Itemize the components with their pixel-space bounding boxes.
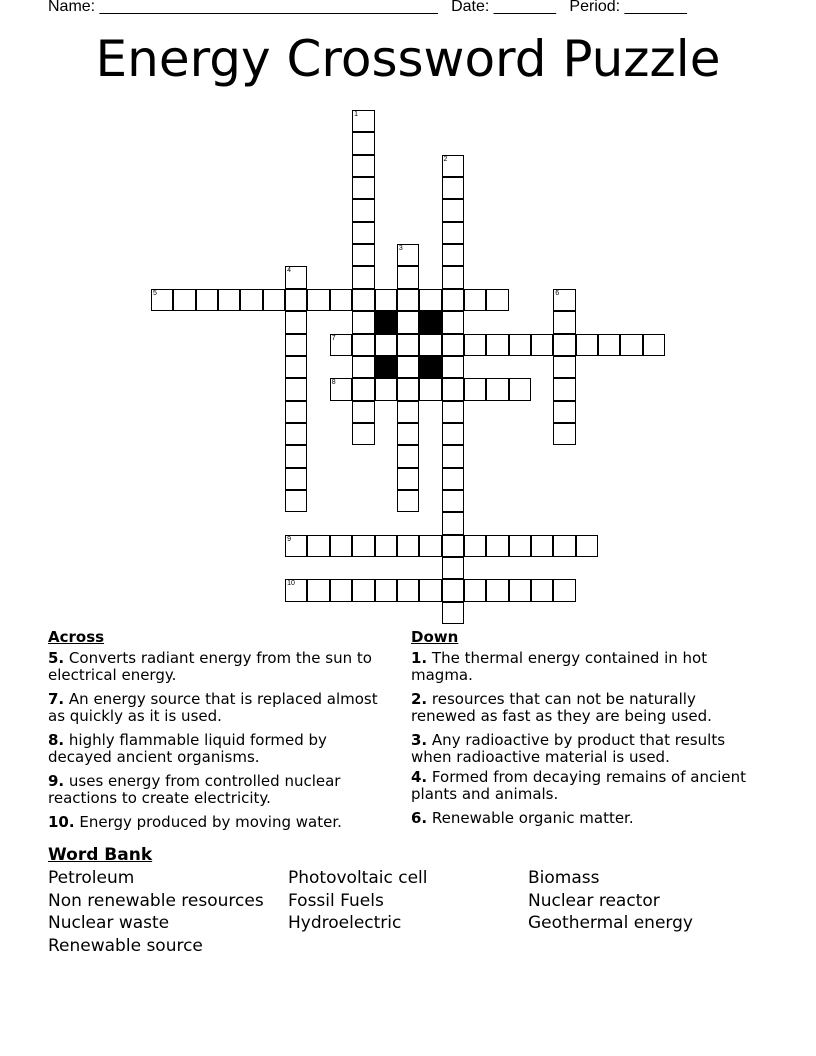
crossword-cell[interactable] bbox=[330, 535, 352, 557]
clue-number: 3 bbox=[398, 245, 403, 253]
crossword-cell[interactable] bbox=[576, 334, 598, 356]
crossword-block bbox=[375, 311, 397, 333]
crossword-cell[interactable] bbox=[553, 356, 575, 378]
crossword-cell[interactable] bbox=[330, 289, 352, 311]
crossword-cell[interactable] bbox=[285, 311, 307, 333]
word-bank-item: Nuclear waste bbox=[48, 913, 170, 934]
crossword-cell[interactable] bbox=[464, 378, 486, 400]
crossword-cell[interactable] bbox=[620, 334, 642, 356]
crossword-cell[interactable] bbox=[397, 401, 419, 423]
crossword-cell[interactable] bbox=[397, 311, 419, 333]
word-bank-item: Renewable source bbox=[48, 936, 203, 957]
crossword-cell[interactable] bbox=[352, 199, 374, 221]
crossword-cell[interactable] bbox=[442, 490, 464, 512]
crossword-cell[interactable] bbox=[486, 289, 508, 311]
crossword-cell[interactable] bbox=[531, 535, 553, 557]
crossword-cell[interactable] bbox=[375, 579, 397, 601]
crossword-cell[interactable] bbox=[643, 334, 665, 356]
crossword-cell[interactable] bbox=[375, 289, 397, 311]
crossword-cell[interactable] bbox=[196, 289, 218, 311]
crossword-cell[interactable] bbox=[218, 289, 240, 311]
crossword-cell[interactable] bbox=[151, 289, 173, 311]
crossword-cell[interactable] bbox=[419, 289, 441, 311]
page-title: Energy Crossword Puzzle bbox=[95, 30, 721, 88]
crossword-cell[interactable] bbox=[464, 579, 486, 601]
clue-number: 5 bbox=[153, 289, 157, 297]
crossword-cell[interactable] bbox=[553, 579, 575, 601]
word-bank-item: Geothermal energy bbox=[528, 913, 693, 934]
crossword-cell[interactable] bbox=[419, 579, 441, 601]
crossword-cell[interactable] bbox=[352, 378, 374, 400]
crossword-cell[interactable] bbox=[330, 579, 352, 601]
crossword-cell[interactable] bbox=[285, 423, 307, 445]
across-clue: 9. uses energy from controlled nuclear reactions to create electricity. bbox=[48, 772, 341, 807]
crossword-cell[interactable] bbox=[509, 334, 531, 356]
crossword-cell[interactable] bbox=[553, 535, 575, 557]
crossword-cell[interactable] bbox=[397, 266, 419, 288]
crossword-cell[interactable] bbox=[442, 602, 464, 624]
period-label: Period: bbox=[569, 0, 621, 15]
crossword-cell[interactable] bbox=[285, 468, 307, 490]
crossword-cell[interactable] bbox=[375, 334, 397, 356]
across-heading: Across bbox=[48, 628, 105, 646]
crossword-cell[interactable] bbox=[576, 535, 598, 557]
crossword-cell[interactable] bbox=[330, 334, 352, 356]
word-bank-item: Non renewable resources bbox=[48, 890, 264, 911]
crossword-cell[interactable] bbox=[442, 401, 464, 423]
across-clue: 10. Energy produced by moving water. bbox=[48, 813, 342, 831]
crossword-cell[interactable] bbox=[553, 311, 575, 333]
crossword-cell[interactable] bbox=[486, 535, 508, 557]
crossword-cell[interactable] bbox=[397, 423, 419, 445]
crossword-cell[interactable] bbox=[397, 445, 419, 467]
crossword-cell[interactable] bbox=[285, 579, 307, 601]
crossword-cell[interactable] bbox=[531, 579, 553, 601]
crossword-cell[interactable] bbox=[531, 334, 553, 356]
crossword-cell[interactable] bbox=[352, 579, 374, 601]
crossword-cell[interactable] bbox=[285, 266, 307, 288]
clue-number: 1 bbox=[354, 111, 359, 118]
clue-number: 4 bbox=[287, 267, 291, 275]
word-bank-item: Fossil Fuels bbox=[288, 890, 384, 911]
crossword-cell[interactable] bbox=[285, 490, 307, 512]
crossword-cell[interactable] bbox=[442, 311, 464, 333]
crossword-cell[interactable] bbox=[509, 378, 531, 400]
name-label: Name: bbox=[48, 0, 96, 15]
crossword-cell[interactable] bbox=[285, 378, 307, 400]
crossword-cell[interactable] bbox=[486, 334, 508, 356]
clue-number: 8 bbox=[331, 379, 336, 387]
down-heading: Down bbox=[411, 628, 459, 646]
crossword-cell[interactable] bbox=[352, 177, 374, 199]
crossword-cell[interactable] bbox=[553, 334, 575, 356]
crossword-cell[interactable] bbox=[442, 378, 464, 400]
crossword-cell[interactable] bbox=[442, 244, 464, 266]
crossword-cell[interactable] bbox=[509, 579, 531, 601]
crossword-cell[interactable] bbox=[285, 535, 307, 557]
crossword-cell[interactable] bbox=[352, 401, 374, 423]
crossword-cell[interactable] bbox=[486, 378, 508, 400]
word-bank-column-1 bbox=[48, 867, 264, 958]
crossword-cell[interactable] bbox=[397, 535, 419, 557]
crossword-cell[interactable] bbox=[553, 423, 575, 445]
crossword-cell[interactable] bbox=[442, 289, 464, 311]
crossword-block bbox=[419, 356, 441, 378]
crossword-cell[interactable] bbox=[285, 334, 307, 356]
crossword-cell[interactable] bbox=[263, 289, 285, 311]
crossword-cell[interactable] bbox=[352, 356, 374, 378]
crossword-cell[interactable] bbox=[285, 445, 307, 467]
word-bank-item: Photovoltaic cell bbox=[288, 868, 428, 888]
crossword-cell[interactable] bbox=[285, 289, 307, 311]
crossword-cell[interactable] bbox=[352, 155, 374, 177]
across-clues bbox=[48, 629, 388, 838]
down-clue: 4. Formed from decaying remains of ancient plants and animals. bbox=[411, 768, 747, 803]
name-blank[interactable]: ______________________________________ bbox=[99, 0, 438, 15]
crossword-cell[interactable] bbox=[397, 334, 419, 356]
crossword-cell[interactable] bbox=[240, 289, 262, 311]
crossword-cell[interactable] bbox=[397, 289, 419, 311]
crossword-cell[interactable] bbox=[307, 289, 329, 311]
clue-number: 7 bbox=[331, 334, 336, 342]
crossword-cell[interactable] bbox=[397, 468, 419, 490]
crossword-cell[interactable] bbox=[285, 356, 307, 378]
crossword-cell[interactable] bbox=[375, 535, 397, 557]
down-clue: 2. resources that can not be naturally renewed as fast as they are being used. bbox=[411, 690, 712, 725]
crossword-cell[interactable] bbox=[397, 356, 419, 378]
crossword-cell[interactable] bbox=[173, 289, 195, 311]
crossword-cell[interactable] bbox=[442, 266, 464, 288]
down-clues bbox=[411, 629, 756, 834]
crossword-cell[interactable] bbox=[419, 334, 441, 356]
crossword-cell[interactable] bbox=[397, 490, 419, 512]
crossword-cell[interactable] bbox=[352, 334, 374, 356]
crossword-cell[interactable] bbox=[419, 378, 441, 400]
crossword-cell[interactable] bbox=[442, 199, 464, 221]
crossword-cell[interactable] bbox=[330, 378, 352, 400]
crossword-cell[interactable] bbox=[442, 557, 464, 579]
crossword-cell[interactable] bbox=[442, 334, 464, 356]
crossword-cell[interactable] bbox=[464, 289, 486, 311]
crossword-cell[interactable] bbox=[442, 222, 464, 244]
crossword-cell[interactable] bbox=[442, 535, 464, 557]
down-clue: 6. Renewable organic matter. bbox=[411, 809, 634, 827]
crossword-cell[interactable] bbox=[464, 535, 486, 557]
date-label: Date: bbox=[451, 0, 490, 15]
across-clue: 5. Converts radiant energy from the sun to electrical energy. bbox=[48, 649, 372, 684]
crossword-block bbox=[375, 356, 397, 378]
period-blank[interactable]: _______ bbox=[624, 0, 687, 15]
crossword-cell[interactable] bbox=[352, 289, 374, 311]
crossword-cell[interactable] bbox=[553, 289, 575, 311]
crossword-cell[interactable] bbox=[464, 334, 486, 356]
crossword-cell[interactable] bbox=[598, 334, 620, 356]
crossword-cell[interactable] bbox=[352, 222, 374, 244]
word-bank-item: Nuclear reactor bbox=[528, 890, 660, 911]
crossword-cell[interactable] bbox=[442, 423, 464, 445]
crossword-cell[interactable] bbox=[285, 401, 307, 423]
crossword-cell[interactable] bbox=[352, 423, 374, 445]
crossword-cell[interactable] bbox=[442, 445, 464, 467]
word-bank-item: Hydroelectric bbox=[288, 913, 402, 934]
down-clue: 1. The thermal energy contained in hot magma. bbox=[411, 649, 708, 684]
crossword-cell[interactable] bbox=[442, 356, 464, 378]
crossword-cell[interactable] bbox=[509, 535, 531, 557]
date-blank[interactable]: _______ bbox=[493, 0, 557, 15]
crossword-cell[interactable] bbox=[553, 401, 575, 423]
across-clue: 8. highly flammable liquid formed by decayed ancient organisms. bbox=[48, 731, 327, 766]
crossword-cell[interactable] bbox=[397, 378, 419, 400]
crossword-cell[interactable] bbox=[352, 244, 374, 266]
crossword-cell[interactable] bbox=[442, 155, 464, 177]
across-clue: 7. An energy source that is replaced almost as quickly as it is used. bbox=[48, 690, 378, 725]
crossword-cell[interactable] bbox=[352, 132, 374, 154]
crossword-cell[interactable] bbox=[375, 378, 397, 400]
crossword-cell[interactable] bbox=[419, 535, 441, 557]
crossword-cell[interactable] bbox=[397, 244, 419, 266]
clue-number: 2 bbox=[443, 155, 448, 163]
crossword-cell[interactable] bbox=[307, 579, 329, 601]
word-bank-item: Petroleum bbox=[48, 868, 135, 888]
word-bank-column-2 bbox=[288, 867, 428, 935]
crossword-cell[interactable] bbox=[486, 579, 508, 601]
clue-number: 9 bbox=[287, 535, 291, 543]
word-bank-column-3 bbox=[528, 867, 693, 935]
word-bank-heading: Word Bank bbox=[48, 845, 153, 865]
crossword-cell[interactable] bbox=[352, 535, 374, 557]
crossword-cell[interactable] bbox=[352, 110, 374, 132]
crossword-cell[interactable] bbox=[553, 378, 575, 400]
crossword-cell[interactable] bbox=[442, 579, 464, 601]
crossword-cell[interactable] bbox=[307, 535, 329, 557]
clue-number: 10 bbox=[287, 580, 295, 588]
crossword-cell[interactable] bbox=[442, 177, 464, 199]
crossword-cell[interactable] bbox=[442, 468, 464, 490]
crossword-cell[interactable] bbox=[352, 266, 374, 288]
crossword-cell[interactable] bbox=[352, 311, 374, 333]
down-clue: 3. Any radioactive by product that results when radioactive material is used. bbox=[411, 731, 726, 766]
clue-number: 6 bbox=[555, 289, 560, 297]
crossword-block bbox=[419, 311, 441, 333]
word-bank-item: Biomass bbox=[528, 868, 600, 888]
crossword-cell[interactable] bbox=[442, 512, 464, 534]
crossword-cell[interactable] bbox=[397, 579, 419, 601]
